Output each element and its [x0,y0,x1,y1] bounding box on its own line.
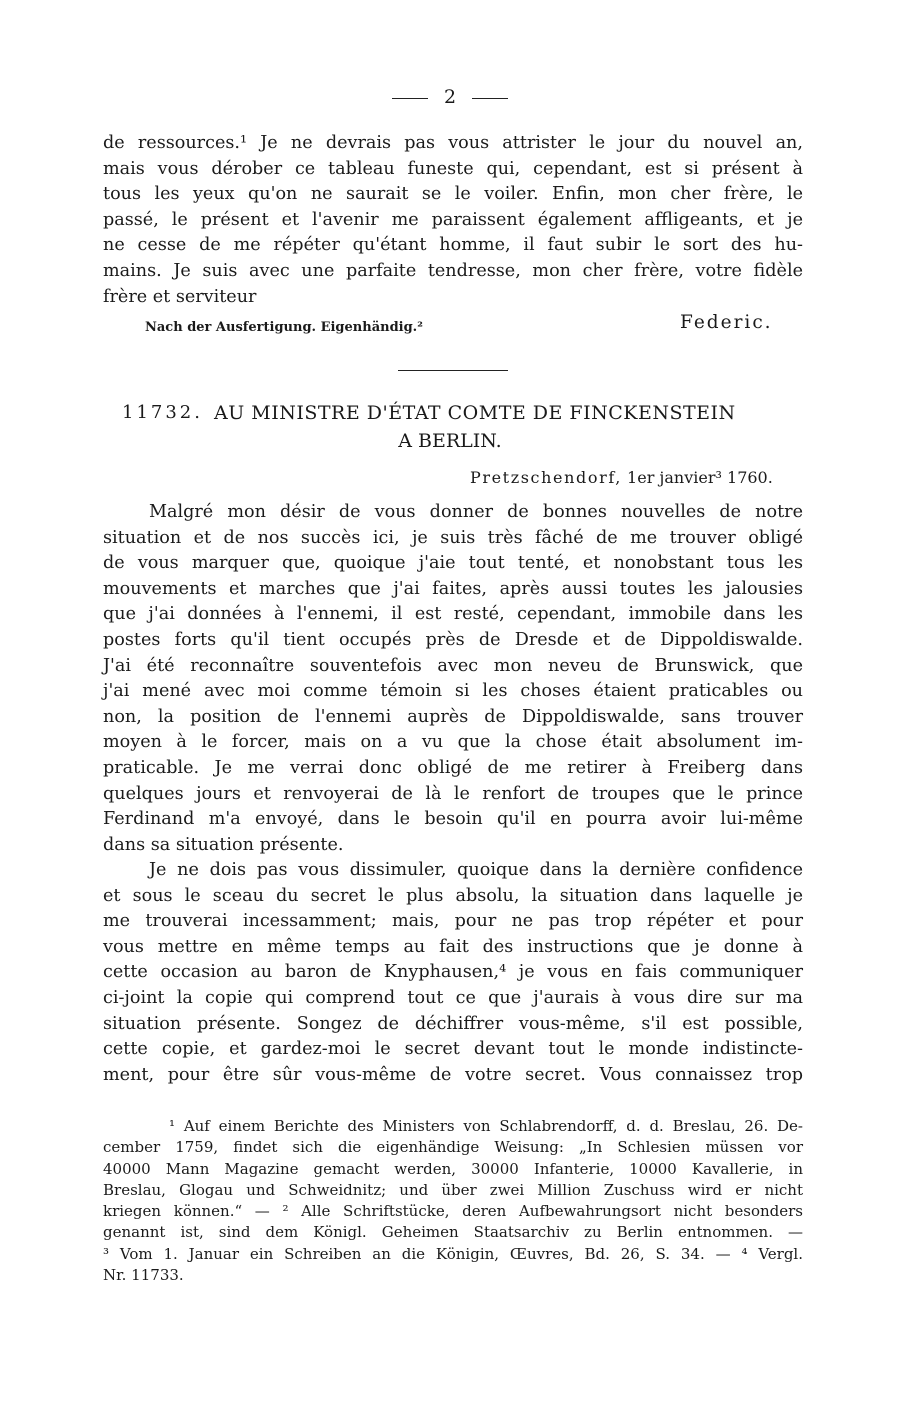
paragraph-line: Je ne dois pas vous dissimuler, quoique dans la dernière confidence [149,860,803,880]
letter2-paragraph2 [103,858,803,1088]
footnote-line: ¹ Auf einem Berichte des Ministers von Schlabrendorff, d. d. Breslau, 26. De- [169,1117,803,1135]
letter1-line: mais vous dérober ce tableau funeste qui, cependant, est si présent à [103,158,803,179]
paragraph-line: mouvements et marches que j'ai faites, après aussi toutes les jalousies [103,578,803,599]
letter-number: 11732. [122,402,203,423]
letter1-line: passé, le présent et l'avenir me paraissent également affligeants, et je [103,209,803,230]
footnote-line: Breslau, Glogau und Schweidnitz; und über zwei Million Zuschuss wird er nicht [103,1180,803,1199]
page-number [0,86,900,108]
paragraph-line: Ferdinand m'a envoyé, dans le besoin qu'il en pourra avoir lui-même [103,809,803,830]
paragraph-line: et sous le sceau du secret le plus absolu, la situation dans laquelle je [103,885,803,906]
footnotes [103,1116,803,1286]
paragraph-line: situation présente. Songez de déchiffrer vous-même, s'il est possible, [103,1013,803,1034]
signature: Federic. [680,312,773,333]
page-number-dash-left [392,98,428,99]
paragraph-line: vous mettre en même temps au fait des instructions que je donne à [103,936,803,957]
letter1-body [103,131,803,310]
paragraph-line: que j'ai données à l'ennemi, il est resté, cependant, immobile dans les [103,604,803,625]
paragraph-line: quelques jours et renvoyerai de là le renfort de troupes que le prince [103,783,803,804]
paragraph-line: dans sa situation présente. [103,834,344,855]
letter-title-line2: A BERLIN. [398,430,502,452]
letter-title-line1: AU MINISTRE D'ÉTAT COMTE DE FINCKENSTEIN [214,402,736,424]
letter1-line: ne cesse de me répéter qu'étant homme, il faut subir le sort des hu- [103,235,803,256]
letter1-line: de ressources.¹ Je ne devrais pas vous attrister le jour du nouvel an, [103,133,803,153]
paragraph-line: ci-joint la copie qui comprend tout ce que j'aurais à vous dire sur ma [103,987,803,1008]
page-number-dash-right [472,98,508,99]
paragraph-line: non, la position de l'ennemi auprès de Dippoldiswalde, sans trouver [103,706,803,727]
letter1-line: frère et serviteur [103,286,257,307]
footnote-line: ³ Vom 1. Januar ein Schreiben an die Königin, Œuvres, Bd. 26, S. 34. — ⁴ Vergl. [103,1244,803,1263]
paragraph-line: de vous marquer que, quoique j'aie tout tenté, et nonobstant tous les [103,553,803,574]
footnote-line: kriegen können.“ — ² Alle Schriftstücke, deren Aufbewahrungsort nicht besonders [103,1202,803,1221]
paragraph-line: ment, pour être sûr vous-même de votre secret. Vous connaissez trop [103,1064,803,1085]
paragraph-line: moyen à le forcer, mais on a vu que la chose était absolument im- [103,732,803,753]
letter2-paragraph1 [103,500,803,858]
footnote-line: genannt ist, sind dem Königl. Geheimen Staatsarchiv zu Berlin entnommen. — [103,1223,803,1242]
source-note: Nach der Ausfertigung. Eigenhändig.² [145,320,423,335]
place-date [470,468,773,487]
paragraph-line: postes forts qu'il tient occupés près de Dresde et de Dippoldiswalde. [103,629,803,650]
paragraph-line: J'ai été reconnaître souventefois avec mon neveu de Brunswick, que [103,655,803,676]
letter1-line: tous les yeux qu'on ne saurait se le voiler. Enfin, mon cher frère, le [103,184,803,205]
footnote-line: 40000 Mann Magazine gemacht werden, 30000 Infanterie, 10000 Kavallerie, in [103,1159,803,1178]
paragraph-line: praticable. Je me verrai donc obligé de me retirer à Freiberg dans [103,757,803,778]
place: Pretzschendorf, [470,468,622,487]
paragraph-line: cette occasion au baron de Knyphausen,⁴ je vous en fais communiquer [103,962,803,983]
paragraph-line: situation et de nos succès ici, je suis très fâché de me trouver obligé [103,527,803,548]
page-number-text: 2 [443,86,457,108]
paragraph-line: Malgré mon désir de vous donner de bonnes nouvelles de notre [149,502,803,522]
section-divider [398,370,508,371]
date: 1er janvier³ 1760. [627,468,773,487]
footnote-line: cember 1759, findet sich die eigenhändige Weisung: „In Schlesien müssen vor [103,1138,803,1157]
footnote-line: Nr. 11733. [103,1266,184,1285]
letter1-line: mains. Je suis avec une parfaite tendresse, mon cher frère, votre fidèle [103,260,803,281]
paragraph-line: me trouverai incessamment; mais, pour ne pas trop répéter et pour [103,911,803,932]
paragraph-line: cette copie, et gardez-moi le secret devant tout le monde indistincte- [103,1039,803,1060]
paragraph-line: j'ai mené avec moi comme témoin si les choses étaient praticables ou [103,681,803,702]
